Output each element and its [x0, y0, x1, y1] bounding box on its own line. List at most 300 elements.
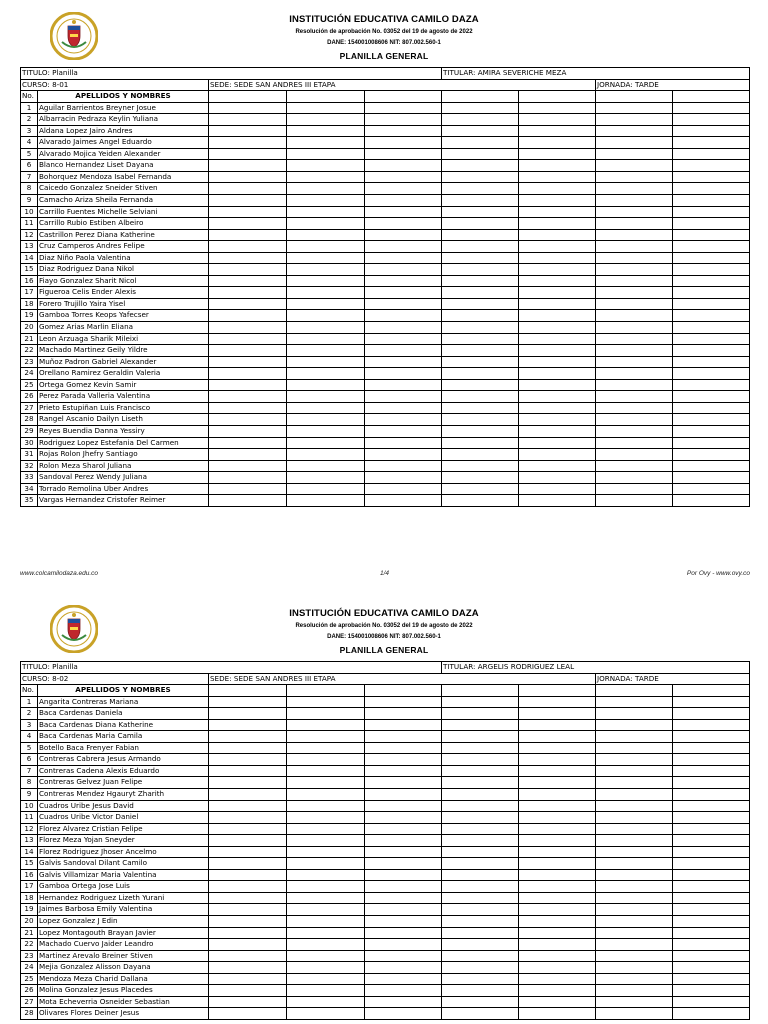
grade-cell[interactable]	[209, 345, 287, 357]
grade-cell[interactable]	[673, 996, 750, 1008]
grade-cell[interactable]	[365, 160, 442, 172]
grade-cell[interactable]	[209, 962, 287, 974]
grade-cell[interactable]	[673, 171, 750, 183]
grade-cell[interactable]	[519, 183, 596, 195]
grade-cell[interactable]	[442, 939, 519, 951]
grade-cell[interactable]	[365, 356, 442, 368]
grade-cell[interactable]	[287, 823, 365, 835]
grade-cell[interactable]	[365, 800, 442, 812]
grade-cell[interactable]	[287, 985, 365, 997]
grade-cell[interactable]	[519, 765, 596, 777]
grade-cell[interactable]	[209, 449, 287, 461]
grade-cell[interactable]	[519, 858, 596, 870]
grade-cell[interactable]	[209, 719, 287, 731]
grade-cell[interactable]	[519, 1008, 596, 1020]
grade-cell[interactable]	[596, 102, 673, 114]
grade-cell[interactable]	[519, 137, 596, 149]
grade-cell[interactable]	[442, 731, 519, 743]
grade-cell[interactable]	[442, 437, 519, 449]
grade-cell[interactable]	[673, 823, 750, 835]
grade-cell[interactable]	[519, 754, 596, 766]
grade-cell[interactable]	[442, 483, 519, 495]
grade-cell[interactable]	[596, 310, 673, 322]
grade-cell[interactable]	[365, 449, 442, 461]
grade-cell[interactable]	[287, 950, 365, 962]
grade-cell[interactable]	[673, 985, 750, 997]
grade-cell[interactable]	[596, 322, 673, 334]
grade-cell[interactable]	[365, 322, 442, 334]
grade-cell[interactable]	[442, 195, 519, 207]
grade-cell[interactable]	[673, 414, 750, 426]
grade-cell[interactable]	[209, 229, 287, 241]
grade-cell[interactable]	[596, 483, 673, 495]
grade-cell[interactable]	[209, 985, 287, 997]
grade-cell[interactable]	[365, 137, 442, 149]
grade-cell[interactable]	[442, 252, 519, 264]
grade-cell[interactable]	[673, 904, 750, 916]
grade-cell[interactable]	[596, 846, 673, 858]
grade-cell[interactable]	[596, 148, 673, 160]
grade-cell[interactable]	[596, 137, 673, 149]
grade-cell[interactable]	[442, 985, 519, 997]
grade-cell[interactable]	[209, 1008, 287, 1020]
grade-cell[interactable]	[365, 437, 442, 449]
grade-cell[interactable]	[365, 391, 442, 403]
grade-cell[interactable]	[209, 148, 287, 160]
grade-cell[interactable]	[287, 252, 365, 264]
grade-cell[interactable]	[442, 846, 519, 858]
grade-cell[interactable]	[673, 1008, 750, 1020]
grade-cell[interactable]	[442, 102, 519, 114]
grade-cell[interactable]	[519, 939, 596, 951]
grade-cell[interactable]	[287, 881, 365, 893]
grade-cell[interactable]	[209, 137, 287, 149]
grade-cell[interactable]	[287, 437, 365, 449]
grade-cell[interactable]	[442, 800, 519, 812]
grade-cell[interactable]	[365, 275, 442, 287]
grade-cell[interactable]	[209, 264, 287, 276]
grade-cell[interactable]	[287, 229, 365, 241]
grade-cell[interactable]	[519, 719, 596, 731]
grade-cell[interactable]	[209, 379, 287, 391]
grade-cell[interactable]	[365, 402, 442, 414]
grade-cell[interactable]	[287, 483, 365, 495]
grade-cell[interactable]	[596, 950, 673, 962]
grade-cell[interactable]	[209, 765, 287, 777]
grade-cell[interactable]	[519, 402, 596, 414]
grade-cell[interactable]	[209, 298, 287, 310]
grade-cell[interactable]	[287, 322, 365, 334]
grade-cell[interactable]	[287, 264, 365, 276]
grade-cell[interactable]	[673, 777, 750, 789]
grade-cell[interactable]	[365, 996, 442, 1008]
grade-cell[interactable]	[442, 904, 519, 916]
grade-cell[interactable]	[287, 310, 365, 322]
grade-cell[interactable]	[287, 287, 365, 299]
grade-cell[interactable]	[596, 333, 673, 345]
grade-cell[interactable]	[209, 846, 287, 858]
grade-cell[interactable]	[287, 425, 365, 437]
grade-cell[interactable]	[442, 858, 519, 870]
grade-cell[interactable]	[365, 148, 442, 160]
grade-cell[interactable]	[442, 356, 519, 368]
grade-cell[interactable]	[209, 904, 287, 916]
grade-cell[interactable]	[519, 483, 596, 495]
grade-cell[interactable]	[287, 275, 365, 287]
grade-cell[interactable]	[673, 298, 750, 310]
grade-cell[interactable]	[287, 927, 365, 939]
grade-cell[interactable]	[596, 881, 673, 893]
grade-cell[interactable]	[365, 904, 442, 916]
grade-cell[interactable]	[596, 708, 673, 720]
grade-cell[interactable]	[596, 275, 673, 287]
grade-cell[interactable]	[673, 708, 750, 720]
grade-cell[interactable]	[442, 472, 519, 484]
grade-cell[interactable]	[442, 171, 519, 183]
grade-cell[interactable]	[442, 754, 519, 766]
grade-cell[interactable]	[209, 800, 287, 812]
grade-cell[interactable]	[519, 148, 596, 160]
grade-cell[interactable]	[596, 800, 673, 812]
grade-cell[interactable]	[287, 812, 365, 824]
grade-cell[interactable]	[519, 160, 596, 172]
grade-cell[interactable]	[519, 789, 596, 801]
grade-cell[interactable]	[519, 460, 596, 472]
grade-cell[interactable]	[596, 287, 673, 299]
grade-cell[interactable]	[596, 835, 673, 847]
grade-cell[interactable]	[209, 858, 287, 870]
grade-cell[interactable]	[519, 973, 596, 985]
grade-cell[interactable]	[209, 368, 287, 380]
grade-cell[interactable]	[673, 437, 750, 449]
grade-cell[interactable]	[519, 114, 596, 126]
grade-cell[interactable]	[596, 298, 673, 310]
grade-cell[interactable]	[287, 333, 365, 345]
grade-cell[interactable]	[596, 495, 673, 507]
grade-cell[interactable]	[365, 696, 442, 708]
grade-cell[interactable]	[442, 310, 519, 322]
grade-cell[interactable]	[673, 368, 750, 380]
grade-cell[interactable]	[209, 777, 287, 789]
grade-cell[interactable]	[673, 252, 750, 264]
grade-cell[interactable]	[519, 310, 596, 322]
grade-cell[interactable]	[519, 449, 596, 461]
grade-cell[interactable]	[209, 789, 287, 801]
grade-cell[interactable]	[209, 973, 287, 985]
grade-cell[interactable]	[442, 183, 519, 195]
grade-cell[interactable]	[209, 287, 287, 299]
grade-cell[interactable]	[442, 973, 519, 985]
grade-cell[interactable]	[673, 148, 750, 160]
grade-cell[interactable]	[209, 114, 287, 126]
grade-cell[interactable]	[209, 754, 287, 766]
grade-cell[interactable]	[365, 812, 442, 824]
grade-cell[interactable]	[365, 425, 442, 437]
grade-cell[interactable]	[596, 229, 673, 241]
grade-cell[interactable]	[519, 881, 596, 893]
grade-cell[interactable]	[209, 939, 287, 951]
grade-cell[interactable]	[287, 754, 365, 766]
grade-cell[interactable]	[287, 742, 365, 754]
grade-cell[interactable]	[596, 252, 673, 264]
grade-cell[interactable]	[287, 148, 365, 160]
grade-cell[interactable]	[519, 102, 596, 114]
grade-cell[interactable]	[519, 696, 596, 708]
grade-cell[interactable]	[209, 402, 287, 414]
grade-cell[interactable]	[209, 275, 287, 287]
grade-cell[interactable]	[442, 996, 519, 1008]
grade-cell[interactable]	[209, 218, 287, 230]
grade-cell[interactable]	[519, 379, 596, 391]
grade-cell[interactable]	[287, 892, 365, 904]
grade-cell[interactable]	[596, 183, 673, 195]
grade-cell[interactable]	[442, 148, 519, 160]
grade-cell[interactable]	[209, 425, 287, 437]
grade-cell[interactable]	[209, 823, 287, 835]
grade-cell[interactable]	[209, 252, 287, 264]
grade-cell[interactable]	[365, 962, 442, 974]
grade-cell[interactable]	[209, 812, 287, 824]
grade-cell[interactable]	[365, 869, 442, 881]
grade-cell[interactable]	[673, 950, 750, 962]
grade-cell[interactable]	[209, 241, 287, 253]
grade-cell[interactable]	[365, 241, 442, 253]
grade-cell[interactable]	[596, 742, 673, 754]
grade-cell[interactable]	[596, 904, 673, 916]
grade-cell[interactable]	[287, 195, 365, 207]
grade-cell[interactable]	[442, 368, 519, 380]
grade-cell[interactable]	[365, 916, 442, 928]
grade-cell[interactable]	[287, 904, 365, 916]
grade-cell[interactable]	[673, 495, 750, 507]
grade-cell[interactable]	[519, 345, 596, 357]
grade-cell[interactable]	[365, 765, 442, 777]
grade-cell[interactable]	[519, 125, 596, 137]
grade-cell[interactable]	[519, 869, 596, 881]
grade-cell[interactable]	[596, 206, 673, 218]
grade-cell[interactable]	[442, 892, 519, 904]
grade-cell[interactable]	[519, 927, 596, 939]
grade-cell[interactable]	[287, 414, 365, 426]
grade-cell[interactable]	[519, 356, 596, 368]
grade-cell[interactable]	[596, 114, 673, 126]
grade-cell[interactable]	[442, 264, 519, 276]
grade-cell[interactable]	[209, 310, 287, 322]
grade-cell[interactable]	[442, 835, 519, 847]
grade-cell[interactable]	[673, 731, 750, 743]
grade-cell[interactable]	[365, 1008, 442, 1020]
grade-cell[interactable]	[673, 287, 750, 299]
grade-cell[interactable]	[596, 939, 673, 951]
grade-cell[interactable]	[365, 298, 442, 310]
grade-cell[interactable]	[365, 731, 442, 743]
grade-cell[interactable]	[209, 696, 287, 708]
grade-cell[interactable]	[596, 719, 673, 731]
grade-cell[interactable]	[519, 985, 596, 997]
grade-cell[interactable]	[442, 125, 519, 137]
grade-cell[interactable]	[673, 322, 750, 334]
grade-cell[interactable]	[442, 218, 519, 230]
grade-cell[interactable]	[673, 379, 750, 391]
grade-cell[interactable]	[209, 322, 287, 334]
grade-cell[interactable]	[673, 102, 750, 114]
grade-cell[interactable]	[287, 102, 365, 114]
grade-cell[interactable]	[442, 287, 519, 299]
grade-cell[interactable]	[287, 368, 365, 380]
grade-cell[interactable]	[442, 789, 519, 801]
grade-cell[interactable]	[596, 345, 673, 357]
grade-cell[interactable]	[209, 472, 287, 484]
grade-cell[interactable]	[442, 962, 519, 974]
grade-cell[interactable]	[287, 356, 365, 368]
grade-cell[interactable]	[365, 708, 442, 720]
grade-cell[interactable]	[365, 823, 442, 835]
grade-cell[interactable]	[365, 102, 442, 114]
grade-cell[interactable]	[287, 218, 365, 230]
grade-cell[interactable]	[673, 800, 750, 812]
grade-cell[interactable]	[673, 460, 750, 472]
grade-cell[interactable]	[596, 160, 673, 172]
grade-cell[interactable]	[442, 950, 519, 962]
grade-cell[interactable]	[209, 160, 287, 172]
grade-cell[interactable]	[442, 881, 519, 893]
grade-cell[interactable]	[287, 789, 365, 801]
grade-cell[interactable]	[519, 731, 596, 743]
grade-cell[interactable]	[209, 742, 287, 754]
grade-cell[interactable]	[365, 754, 442, 766]
grade-cell[interactable]	[209, 183, 287, 195]
grade-cell[interactable]	[287, 137, 365, 149]
grade-cell[interactable]	[287, 171, 365, 183]
grade-cell[interactable]	[673, 206, 750, 218]
grade-cell[interactable]	[209, 483, 287, 495]
grade-cell[interactable]	[365, 777, 442, 789]
grade-cell[interactable]	[365, 333, 442, 345]
grade-cell[interactable]	[519, 252, 596, 264]
grade-cell[interactable]	[673, 356, 750, 368]
grade-cell[interactable]	[673, 789, 750, 801]
grade-cell[interactable]	[287, 114, 365, 126]
grade-cell[interactable]	[673, 425, 750, 437]
grade-cell[interactable]	[596, 368, 673, 380]
grade-cell[interactable]	[287, 939, 365, 951]
grade-cell[interactable]	[673, 483, 750, 495]
grade-cell[interactable]	[596, 425, 673, 437]
grade-cell[interactable]	[519, 777, 596, 789]
grade-cell[interactable]	[287, 298, 365, 310]
grade-cell[interactable]	[209, 195, 287, 207]
grade-cell[interactable]	[519, 472, 596, 484]
grade-cell[interactable]	[673, 125, 750, 137]
grade-cell[interactable]	[287, 962, 365, 974]
grade-cell[interactable]	[673, 229, 750, 241]
grade-cell[interactable]	[365, 472, 442, 484]
grade-cell[interactable]	[442, 823, 519, 835]
grade-cell[interactable]	[287, 183, 365, 195]
grade-cell[interactable]	[365, 483, 442, 495]
grade-cell[interactable]	[596, 985, 673, 997]
grade-cell[interactable]	[209, 892, 287, 904]
grade-cell[interactable]	[365, 719, 442, 731]
grade-cell[interactable]	[287, 696, 365, 708]
grade-cell[interactable]	[442, 1008, 519, 1020]
grade-cell[interactable]	[442, 777, 519, 789]
grade-cell[interactable]	[596, 996, 673, 1008]
grade-cell[interactable]	[519, 322, 596, 334]
grade-cell[interactable]	[442, 460, 519, 472]
grade-cell[interactable]	[519, 742, 596, 754]
grade-cell[interactable]	[287, 495, 365, 507]
grade-cell[interactable]	[519, 425, 596, 437]
grade-cell[interactable]	[442, 402, 519, 414]
grade-cell[interactable]	[365, 252, 442, 264]
grade-cell[interactable]	[519, 812, 596, 824]
grade-cell[interactable]	[519, 962, 596, 974]
grade-cell[interactable]	[596, 379, 673, 391]
grade-cell[interactable]	[287, 916, 365, 928]
grade-cell[interactable]	[596, 125, 673, 137]
grade-cell[interactable]	[365, 939, 442, 951]
grade-cell[interactable]	[673, 264, 750, 276]
grade-cell[interactable]	[596, 696, 673, 708]
grade-cell[interactable]	[596, 789, 673, 801]
grade-cell[interactable]	[287, 800, 365, 812]
grade-cell[interactable]	[442, 379, 519, 391]
grade-cell[interactable]	[673, 812, 750, 824]
grade-cell[interactable]	[519, 298, 596, 310]
grade-cell[interactable]	[365, 973, 442, 985]
grade-cell[interactable]	[209, 414, 287, 426]
grade-cell[interactable]	[673, 858, 750, 870]
grade-cell[interactable]	[519, 241, 596, 253]
grade-cell[interactable]	[365, 310, 442, 322]
grade-cell[interactable]	[673, 402, 750, 414]
grade-cell[interactable]	[287, 160, 365, 172]
grade-cell[interactable]	[673, 927, 750, 939]
grade-cell[interactable]	[673, 916, 750, 928]
grade-cell[interactable]	[287, 765, 365, 777]
grade-cell[interactable]	[673, 183, 750, 195]
grade-cell[interactable]	[442, 927, 519, 939]
grade-cell[interactable]	[442, 345, 519, 357]
grade-cell[interactable]	[365, 985, 442, 997]
grade-cell[interactable]	[596, 218, 673, 230]
grade-cell[interactable]	[442, 495, 519, 507]
grade-cell[interactable]	[596, 460, 673, 472]
grade-cell[interactable]	[673, 275, 750, 287]
grade-cell[interactable]	[287, 379, 365, 391]
grade-cell[interactable]	[442, 414, 519, 426]
grade-cell[interactable]	[442, 869, 519, 881]
grade-cell[interactable]	[442, 298, 519, 310]
grade-cell[interactable]	[365, 858, 442, 870]
grade-cell[interactable]	[519, 264, 596, 276]
grade-cell[interactable]	[442, 812, 519, 824]
grade-cell[interactable]	[442, 322, 519, 334]
grade-cell[interactable]	[673, 241, 750, 253]
grade-cell[interactable]	[596, 892, 673, 904]
grade-cell[interactable]	[673, 218, 750, 230]
grade-cell[interactable]	[287, 731, 365, 743]
grade-cell[interactable]	[287, 777, 365, 789]
grade-cell[interactable]	[673, 391, 750, 403]
grade-cell[interactable]	[209, 102, 287, 114]
grade-cell[interactable]	[673, 973, 750, 985]
grade-cell[interactable]	[596, 731, 673, 743]
grade-cell[interactable]	[365, 264, 442, 276]
grade-cell[interactable]	[209, 950, 287, 962]
grade-cell[interactable]	[442, 229, 519, 241]
